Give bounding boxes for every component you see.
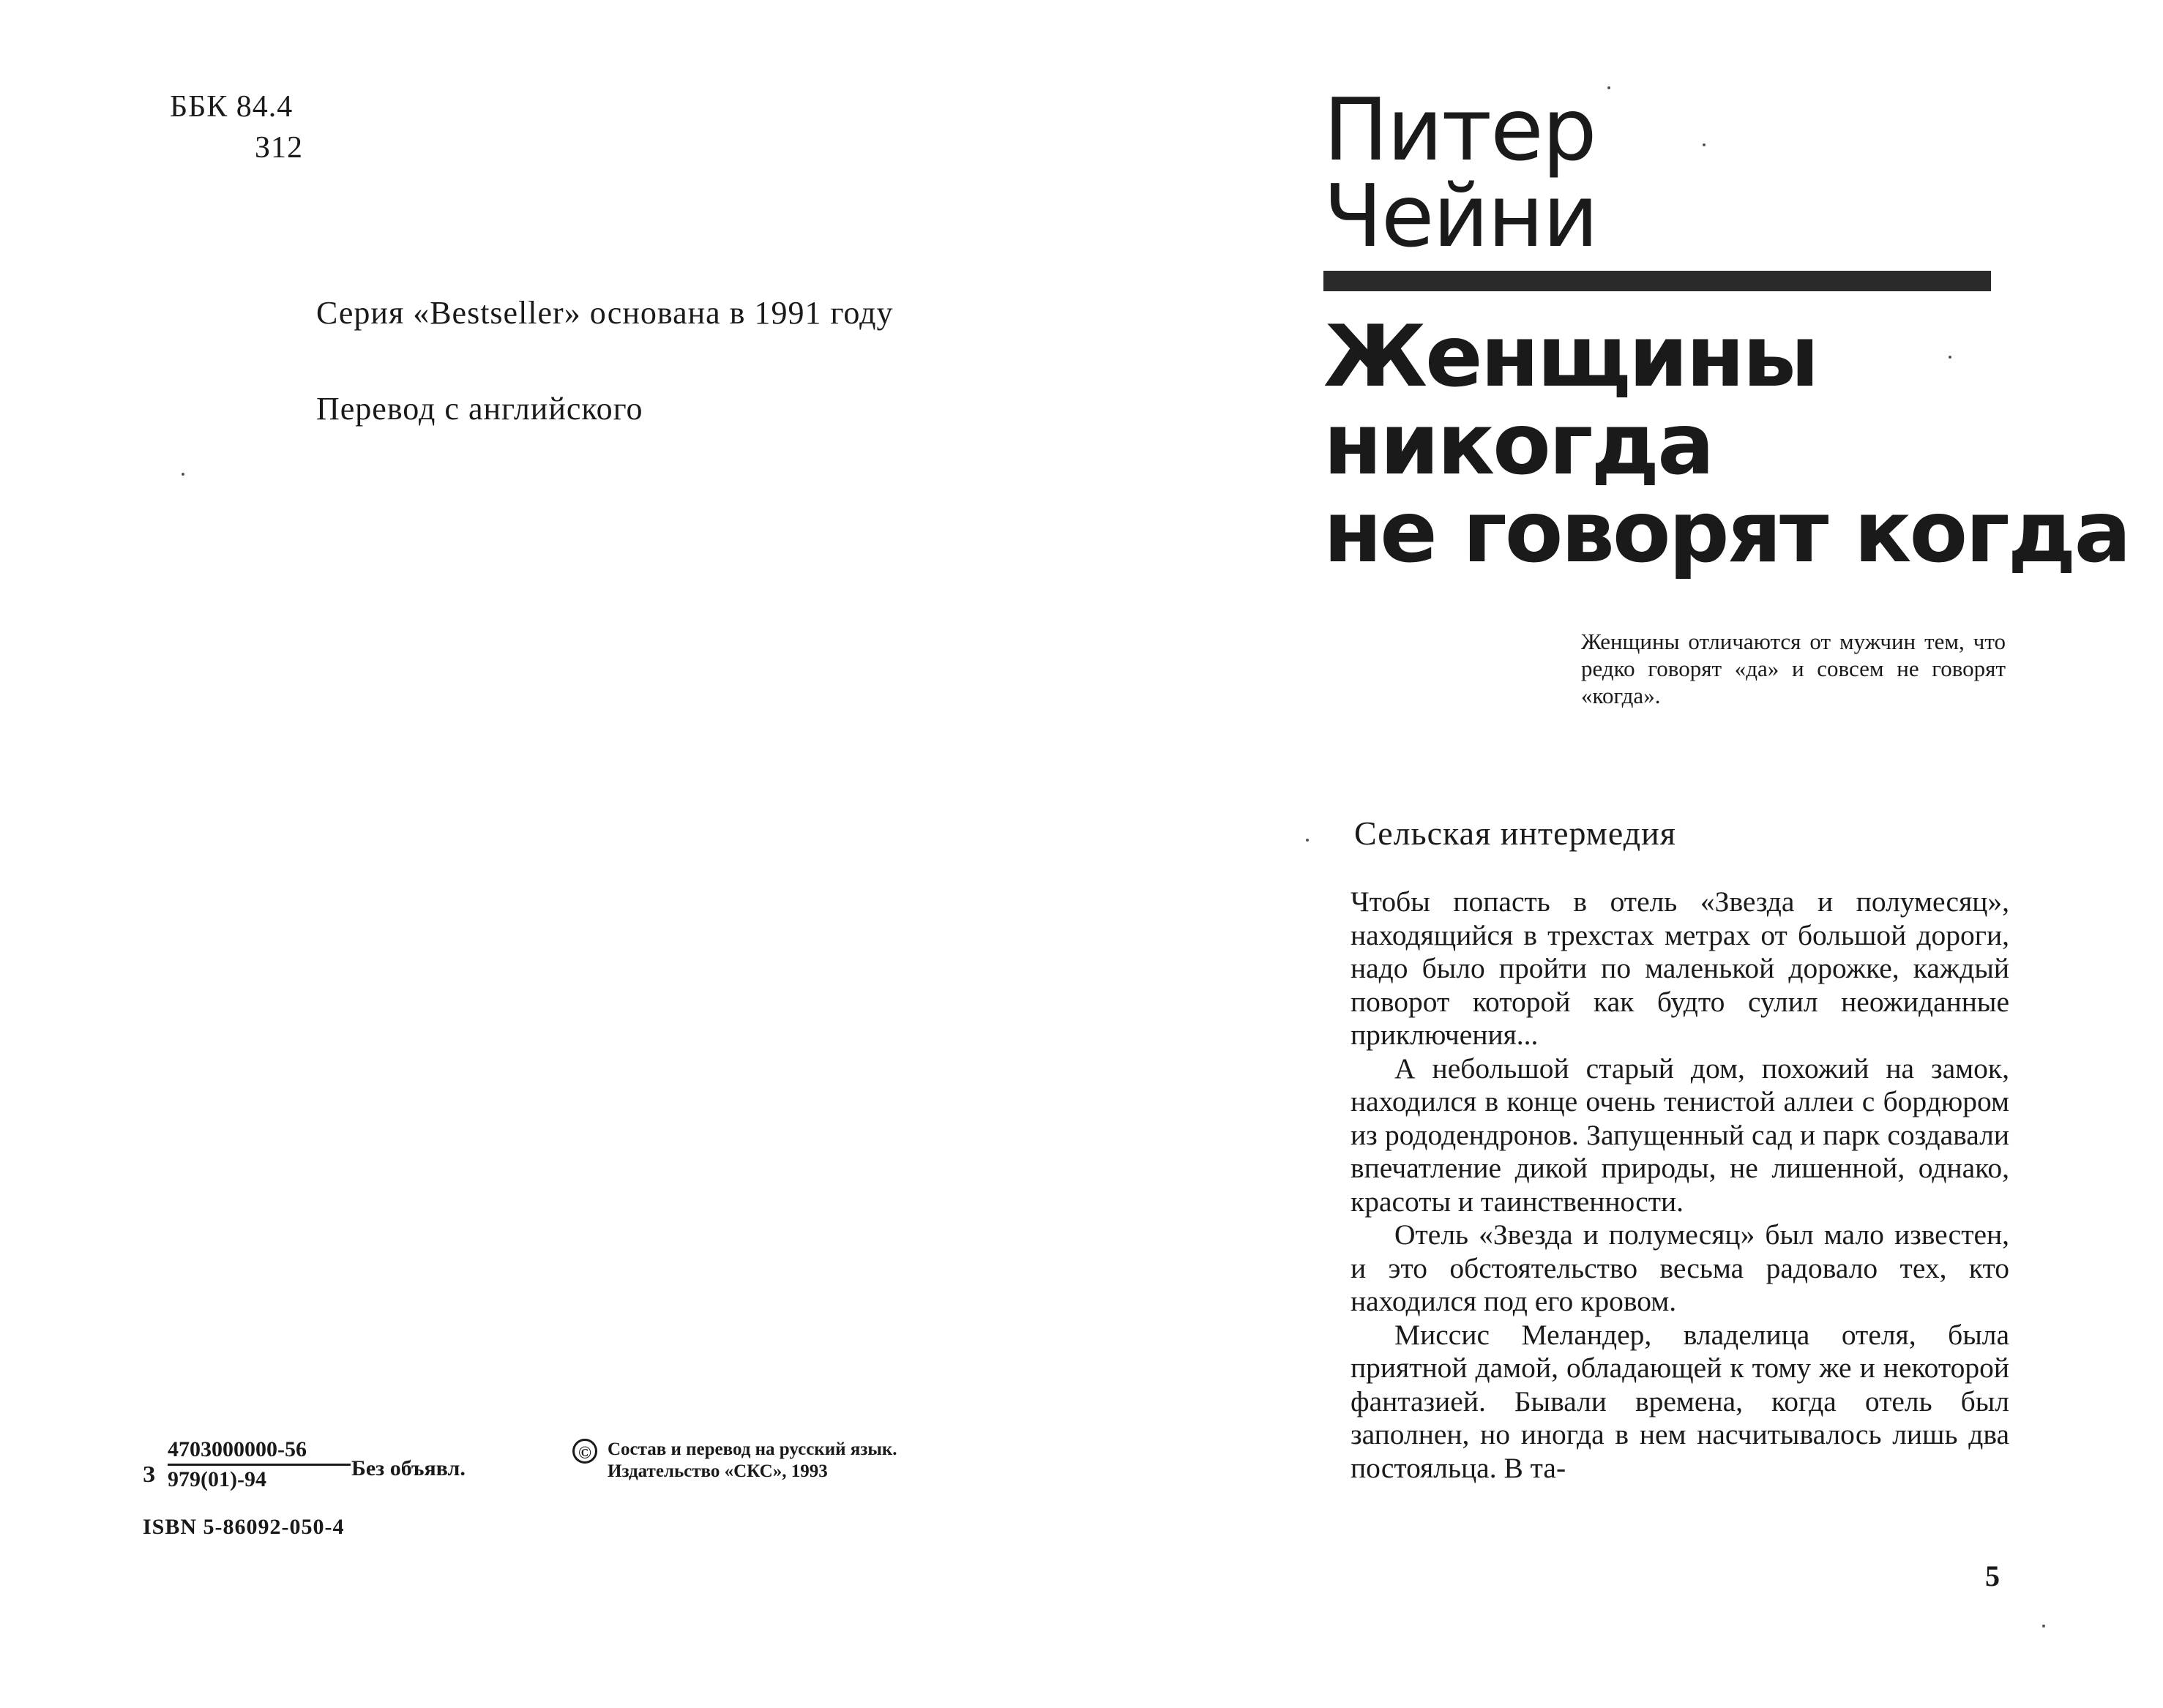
title-divider <box>1323 271 1991 291</box>
chapter-body <box>1351 885 2009 1485</box>
series-note: Серия «Bestseller» основана в 1991 году <box>316 295 894 331</box>
title-line-1: Женщины <box>1323 307 1818 406</box>
scan-speck <box>2042 1625 2045 1628</box>
imprint-numerator: 4703000000-56 <box>168 1437 307 1461</box>
translation-note: Перевод с английского <box>316 391 643 427</box>
chapter-title: Сельская интермедия <box>1354 814 1676 852</box>
epigraph: Женщины отличаются от мужчин тем, что редко говорят «да» и совсем не говорят «когда». <box>1581 629 2006 708</box>
isbn: ISBN 5-86092-050-4 <box>143 1515 345 1539</box>
title-line-3: не говорят когда <box>1323 483 2129 582</box>
scan-speck <box>182 473 184 476</box>
bbk-code-1: ББК 84.4 <box>170 90 294 124</box>
page-number: 5 <box>1985 1559 2000 1592</box>
title-line-2: никогда <box>1323 395 1713 494</box>
scan-speck <box>1703 143 1706 146</box>
imprint-denominator: 979(01)-94 <box>168 1464 351 1494</box>
author-name <box>1323 79 1598 266</box>
bbk-classification <box>170 86 303 168</box>
paragraph: Отель «Звезда и полумесяц» был мало известен, и это обстоятельство весьма радовало тех, кто находился под его кровом. <box>1351 1218 2009 1317</box>
imprint-prefix: З <box>143 1461 155 1487</box>
copyright-text: Состав и перевод на русский язык. Издательство «СКС», 1993 <box>608 1439 897 1481</box>
paragraph: Миссис Меландер, владелица отеля, была приятной дамой, обладающей к тому же и некоторой фантазией. Бывали времена, когда отель был заполнен, но иногда в нем насчитывалось лишь два постояльца. В та- <box>1351 1318 2009 1484</box>
scan-speck <box>1306 839 1309 842</box>
scan-speck <box>1949 356 1951 359</box>
scan-speck <box>1607 86 1610 89</box>
book-title <box>1323 307 2129 582</box>
author-line-1: Питер <box>1323 79 1596 180</box>
copyright-notice <box>572 1439 953 1483</box>
paragraph: Чтобы попасть в отель «Звезда и полумесяц», находящийся в трехстах метрах от большой дороги, надо было пройти по маленькой дорожке, каждый поворот которой как будто сулил неожиданные приключения... <box>1351 885 2009 1051</box>
paragraph: А небольшой старый дом, похожий на замок, находился в конце очень тенистой аллеи с бордюром из рододендронов. Запущенный сад и парк создавали впечатление дикой природы, не лишенной, однако, красоты и таинственности. <box>1351 1052 2009 1218</box>
author-line-2: Чейни <box>1323 165 1598 266</box>
imprint-no-announcement: Без объявл. <box>351 1456 466 1480</box>
bbk-code-2: З12 <box>255 131 304 165</box>
copyright-icon: © <box>572 1439 597 1464</box>
